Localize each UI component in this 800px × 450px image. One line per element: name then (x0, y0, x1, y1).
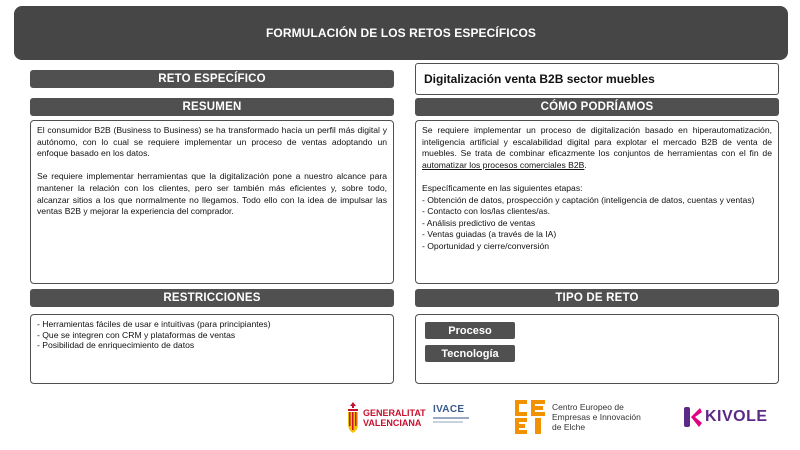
resumen-label: RESUMEN (182, 101, 242, 113)
como-paragraph-1-end: . (584, 159, 587, 170)
ceei-mark-icon (513, 398, 547, 436)
reto-title: Digitalización venta B2B sector muebles (424, 72, 655, 86)
resumen-paragraph-2: Se requiere implementar herramientas que la digitalización pone a nuestro alcance para mantener la relación con los clientes, pero ser también más eficientes y, sobre todo, alcanzar sitios a los que normalmente no llegamos. Todo ello con la idea de impulsar las ventas B2B y mejorar la experiencia del comprador. (37, 171, 387, 217)
ivace-rule (433, 421, 463, 423)
restricciones-label: RESTRICCIONES (163, 292, 261, 304)
como-podriamos-box (415, 120, 779, 284)
page-header (14, 6, 788, 60)
tag-tecnologia-label: Tecnología (441, 347, 499, 360)
tipo-reto-header (415, 289, 779, 307)
reto-title-box (415, 63, 779, 95)
tag-proceso (425, 322, 515, 339)
resumen-box (30, 120, 394, 284)
page-title: FORMULACIÓN DE LOS RETOS ESPECÍFICOS (265, 26, 537, 40)
stage-item: - Ventas guiadas (a través de la IA) (422, 229, 557, 240)
stage-item: - Oportunidad y cierre/conversión (422, 240, 550, 251)
generalitat-line-2: VALENCIANA (363, 418, 422, 428)
como-underlined-text: automatizar los procesos comerciales B2B (422, 159, 585, 170)
ceei-line-1: Centro Europeo de (552, 402, 624, 412)
ceei-logo (513, 398, 663, 438)
generalitat-logo (345, 402, 425, 436)
tag-proceso-label: Proceso (448, 324, 492, 337)
como-podriamos-text (416, 121, 778, 257)
resumen-paragraph-1: El consumidor B2B (Business to Business) se ha transformado hacia un perfil más digital y autónomo, con lo cual se requiere implementar un proceso de ventas adoptando un enfoque basado en los datos. (37, 125, 387, 159)
ivace-wordmark: IVACE (433, 404, 465, 415)
resumen-header (30, 98, 394, 116)
kivole-k-icon (683, 406, 703, 428)
stage-item: - Análisis predictivo de ventas (422, 217, 536, 228)
tipo-reto-label: TIPO DE RETO (555, 292, 639, 304)
ceei-line-3: de Elche (552, 422, 586, 432)
como-paragraph-1: Se requiere implementar un proceso de digitalización basado en hiperautomatización, inteligencia artificial y escalabilidad digital para explotar el mercado B2B de venta de muebles. Se trata de combinar eficazmente los conjuntos de herramientas con el fin de (422, 125, 772, 159)
reto-especifico-label: RETO ESPECÍFICO (158, 73, 266, 85)
ceei-line-2: Empresas e Innovación (552, 412, 641, 422)
como-podriamos-label: CÓMO PODRÍAMOS (540, 101, 654, 113)
reto-especifico-header (30, 70, 394, 88)
como-podriamos-header (415, 98, 779, 116)
kivole-wordmark: KIVOLE (705, 408, 768, 425)
tag-tecnologia (425, 345, 515, 362)
stage-item: - Obtención de datos, prospección y captación (inteligencia de datos, cuentas y ventas) (422, 194, 755, 205)
restricciones-text (31, 315, 393, 355)
stage-item: - Contacto con los/las clientes/as. (422, 206, 551, 217)
kivole-logo (683, 406, 783, 430)
restricciones-header (30, 289, 394, 307)
como-stages-intro: Específicamente en las siguientes etapas: (422, 182, 583, 193)
generalitat-emblem-icon (345, 402, 361, 434)
restriction-item: - Herramientas fáciles de usar e intuitivas (para principiantes) (37, 319, 271, 329)
generalitat-line-1: GENERALITAT (363, 408, 426, 418)
restriction-item: - Que se integren con CRM y plataformas de ventas (37, 329, 236, 340)
restriction-item: - Posibilidad de enriquecimiento de datos (37, 340, 195, 351)
resumen-text (31, 121, 393, 222)
ivace-logo (433, 404, 473, 432)
restricciones-box (30, 314, 394, 384)
ivace-rule (433, 417, 469, 419)
